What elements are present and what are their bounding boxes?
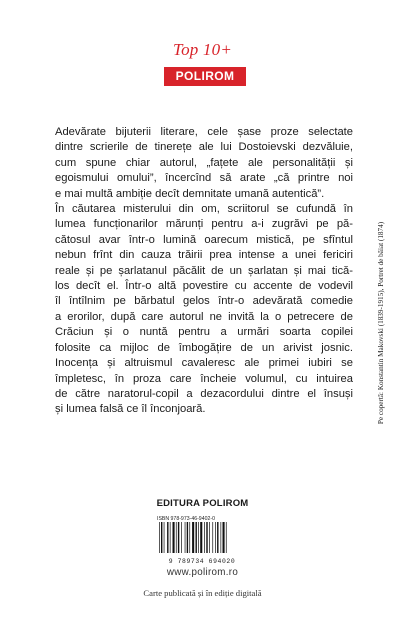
blurb-line: egoismului omului”, încercînd să arate „că printre noi	[55, 172, 353, 185]
barcode-bar	[198, 522, 199, 553]
barcode-bar	[221, 522, 222, 553]
barcode-bar	[206, 522, 207, 553]
blurb-line: e mai multă ambiție decît demnitate umană autentică”.	[55, 187, 325, 200]
barcode-bar	[181, 522, 182, 553]
series-logo: Top 10+	[172, 40, 233, 59]
isbn-text: ISBN 978-973-46-9402-0	[157, 516, 215, 522]
blurb-line: și lumea falsă ce îl înconjoară.	[55, 403, 206, 416]
barcode-bar	[173, 522, 175, 553]
publisher-badge: POLIROM	[164, 67, 246, 86]
blurb-line: dintre scrierile de tinerețe ale lui Dostoievski dezvăluie,	[55, 141, 353, 154]
blurb-line: Adevărate bijuterii literare, cele șase proze selectate	[55, 126, 353, 138]
blurb-line: lumea funcționarilor mărunți pentru a-i zugrăvi pe pă-	[55, 218, 353, 231]
barcode-bar	[226, 522, 227, 553]
blurb-line: a erorilor, după care autorul ne invită la o petrecere de	[55, 310, 353, 323]
barcode-digits: 9 789734 694020	[168, 558, 236, 565]
barcode-bar	[200, 522, 202, 553]
barcode-bar	[187, 522, 188, 553]
barcode-bar	[185, 522, 186, 553]
barcode-bar	[204, 522, 205, 553]
publisher-website[interactable]: www.polirom.ro	[166, 567, 239, 578]
barcode-bar	[196, 522, 197, 553]
blurb-line: În căutarea misterului din om, scriitorul se cufundă în	[55, 203, 353, 216]
cover-image-credit: Pe copertă: Konstantin Makovski (1839-1915), Portret de băiat (1874)	[377, 221, 385, 425]
barcode-block	[157, 516, 247, 565]
barcode-bar	[159, 522, 160, 553]
blurb-line: reale și pe șarlatanul păcălit de un șarlatan și mai tică-	[55, 264, 353, 277]
digital-edition-note: Carte publicată și în ediție digitală	[143, 588, 262, 598]
blurb-line: îl întîlnim pe bărbatul gelos într-o adevărată comedie	[55, 295, 353, 308]
barcode-bar	[167, 522, 168, 553]
blurb-line: cum spune chiar autorul, „fațete ale personalității și	[55, 156, 353, 169]
barcode-bar	[209, 522, 210, 553]
barcode-bar	[217, 522, 218, 553]
barcode-bar	[170, 522, 171, 553]
barcode-bar	[189, 522, 190, 553]
blurb-line: cătosul avar într-o lumină oarecum mistică, pe sfîntul	[55, 233, 353, 246]
barcode-bar	[223, 522, 225, 553]
blurb-line: de către naratorul-copil a dezacordului dintre el însuși	[55, 387, 353, 400]
barcode-bar	[164, 522, 165, 553]
barcode-bar	[212, 522, 213, 553]
blurb-line: nebun frînt din cauza trăirii prea intense a unei fericiri	[55, 249, 353, 262]
blurb-line: împletesc, în proza care încheie volumul, cu intuirea	[55, 372, 353, 385]
blurb-line: Crăciun și o nuntă pentru a urmări soarta copilei	[55, 326, 353, 339]
blurb-line: los decît el. Într-o altă povestire cu accente de vodevil	[55, 280, 353, 293]
blurb-line: folosite ca mijloc de îmbogățire de un arivist josnic.	[55, 341, 353, 354]
barcode-bar	[161, 522, 162, 553]
barcode-bar	[215, 522, 216, 553]
barcode-bar	[192, 522, 194, 553]
barcode-bar	[176, 522, 177, 553]
blurb-line: Inocența și altruismul cavaleresc ale primei iubiri se	[55, 357, 353, 370]
publisher-imprint: EDITURA POLIROM	[156, 498, 249, 509]
barcode-icon	[157, 522, 247, 553]
back-cover-blurb	[55, 125, 353, 418]
barcode-bar	[178, 522, 179, 553]
